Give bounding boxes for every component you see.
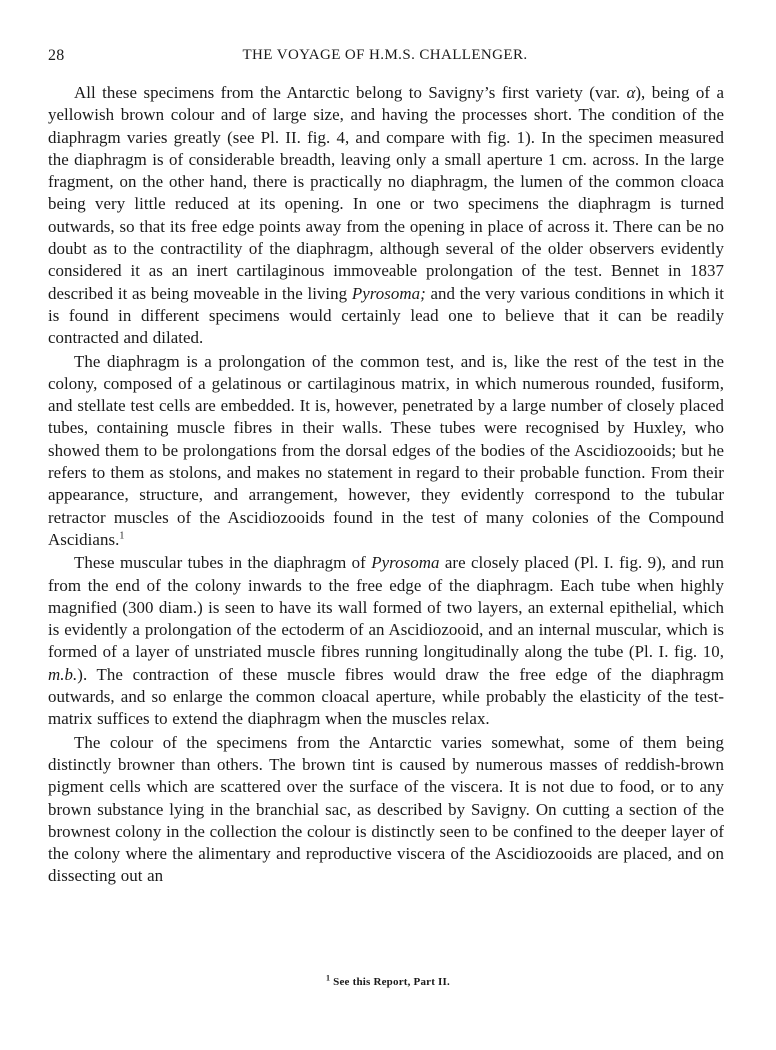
text-run: These muscular tubes in the diaphragm of: [74, 553, 372, 573]
text-run: ), being of a yellowish brown colour and of large size, and having the processes short. The condition of the diaphragm varies greatly (see Pl. II. fig. 4, and compare with fig. 1). In the specimen measured the diaphragm is of considerable breadth, leaving only a small aperture 1 cm. across. In the large fragment, on the other hand, there is practically no diaphragm, the lumen of the common cloaca being very little reduced at its opening. In one or two specimens the diaphragm is turned outwards, so that its free edge points away from the opening in place of across it. There can be no doubt as to the contractility of the diaphragm, although several of the older observers evidently considered it as an inert cartilaginous immoveable prolongation of the test. Bennet in 1837 described it as being moveable in the living: [48, 83, 725, 303]
page-number: 28: [48, 47, 65, 64]
text-run: All these specimens from the Antarctic belong to Savigny’s first variety (var.: [74, 83, 627, 102]
footnote-reference: 1: [119, 530, 125, 542]
text-run: The colour of the specimens from the Antarctic varies somewhat, some of them being distinctly browner than others. The brown tint is caused by numerous masses of reddish-brown pigment cells which are scattered over the surface of the viscera. It is not due to food, or to any brown substance lying in the branchial sac, as described by Savigny. On cutting a section of the brownest colony in the collection the colour is distinctly seen to be confined to the deeper layer of the colony where the alimentary and reproductive viscera of the Ascidiozooids are placed, and on dissecting out an: [48, 732, 724, 886]
footnote-text: See this Report, Part II.: [333, 976, 450, 988]
paragraph: [48, 82, 724, 350]
paragraph: [48, 732, 724, 888]
text-run: The diaphragm is a prolongation of the common test, and is, like the rest of the test in the colony, composed of a gelatinous or cartilaginous matrix, in which numerous rounded, fusiform, and stellate test cells are embedded. It is, however, penetrated by a large number of closely placed tubes, containing muscle fibres in their walls. These tubes were recognised by Huxley, who showed them to be prolongations from the dorsal edges of the bodies of the Ascidiozooids; but he refers to them as stolons, and makes no statement in regard to their probable function. From their appearance, structure, and arrangement, however, they evidently correspond to the tubular retractor muscles of the Ascidiozooids found in the test of many colonies of the Compound Ascidians.: [48, 351, 724, 549]
paragraph: [48, 552, 724, 730]
text-run: ). The contraction of these muscle fibres would draw the free edge of the diaphragm outwards, and so enlarge the common cloacal aperture, while probably the elasticity of the test-matrix suffices to extend the diaphragm when the muscles relax.: [48, 664, 724, 729]
text-run: are closely placed (Pl. I. fig. 9), and run from the end of the colony inwards to the free edge of the diaphragm. Each tube when highly magnified (300 diam.) is seen to have its wall formed of two layers, an external epithelial, which is evidently a prolongation of the ectoderm of an Ascidiozooid, and an internal muscular, which is formed of a layer of unstriated muscle fibres running longitudinally along the tube (Pl. I. fig. 10,: [48, 553, 724, 662]
footnote: [0, 973, 776, 988]
running-title: THE VOYAGE OF H.M.S. CHALLENGER.: [242, 47, 528, 63]
paragraph: [48, 351, 724, 552]
footnote-mark: 1: [326, 973, 331, 983]
italic-text: m.b.: [48, 664, 78, 684]
text-run: and the very various conditions in which it is found in different specimens would certainly lead one to believe that it can be readily contracted and dilated.: [48, 283, 724, 348]
body-text: [48, 82, 724, 889]
italic-text: Pyrosoma;: [351, 283, 426, 303]
page-header: [48, 47, 722, 69]
italic-text: α: [626, 83, 636, 102]
italic-text: Pyrosoma: [371, 553, 440, 573]
